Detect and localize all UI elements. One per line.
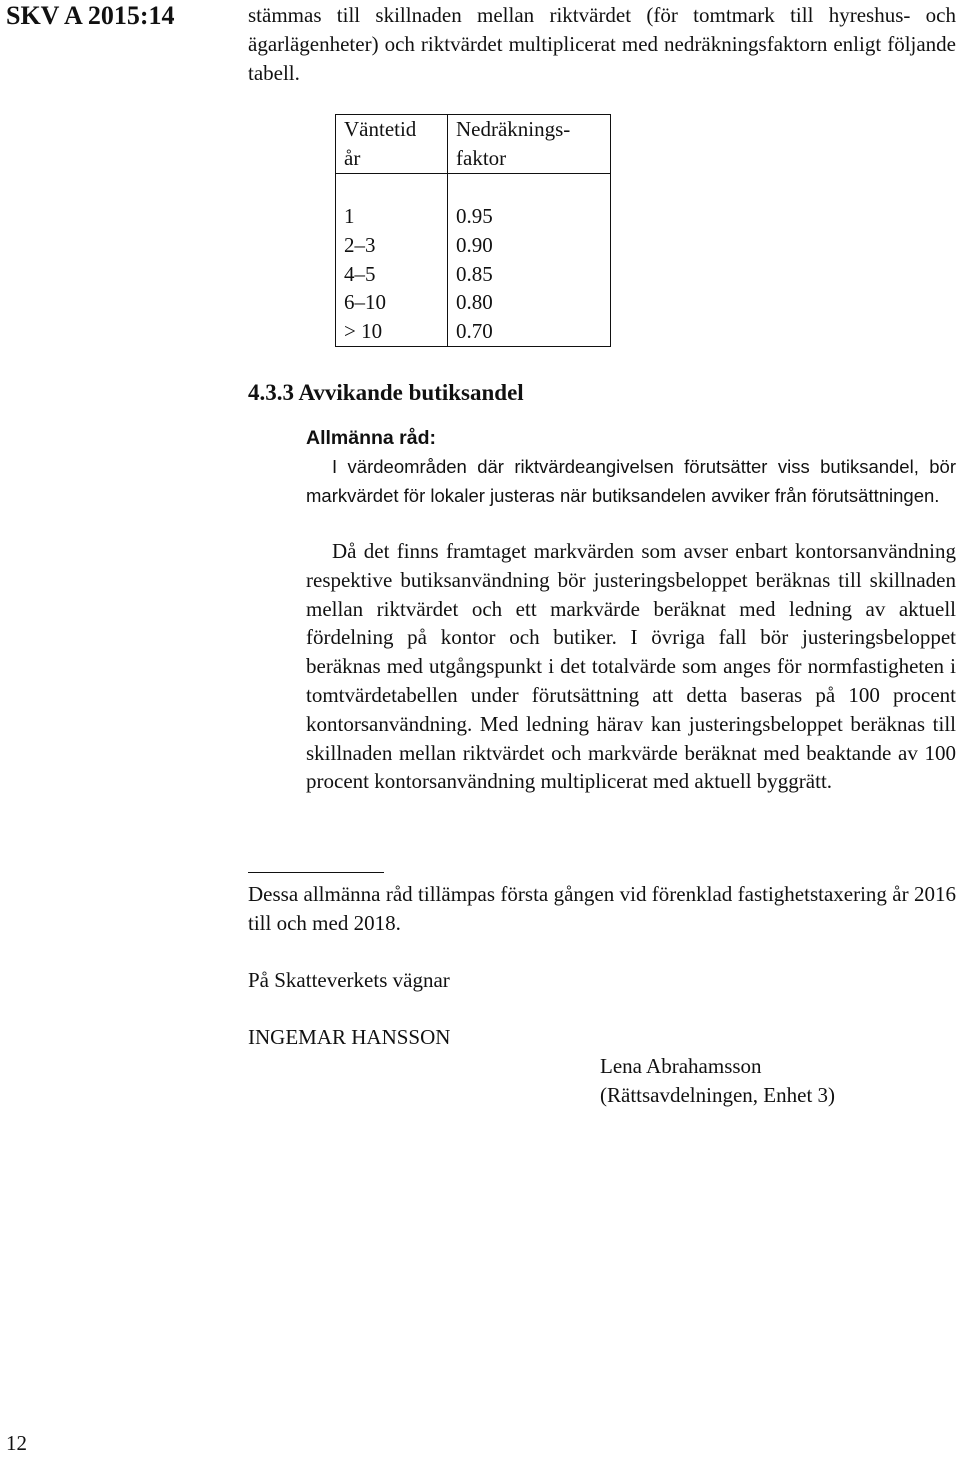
table-cell: > 10 — [344, 319, 383, 344]
table-header-row — [336, 115, 611, 174]
waiting-time-cell — [336, 174, 448, 347]
page-number: 12 — [6, 1431, 27, 1455]
table-body-row — [336, 174, 611, 347]
column-header-waiting-time — [336, 115, 448, 174]
section-body — [306, 537, 956, 796]
header-line: Nedräknings- — [456, 117, 571, 141]
advice-paragraph: I värdeområden där riktvärdeangivelsen förutsätter viss butiksandel, bör markvärdet för lokaler justeras när butiksandelen avviker från förutsättningen. — [306, 455, 956, 506]
column-header-factor — [448, 115, 611, 174]
signer-name: INGEMAR HANSSON — [248, 1025, 451, 1049]
table-cell: 6–10 — [344, 290, 386, 315]
header-line: år — [344, 145, 361, 170]
factor-cell — [448, 174, 611, 347]
cosigner-name: Lena Abrahamsson — [600, 1054, 762, 1078]
signature-line: På Skatteverkets vägnar — [248, 968, 450, 992]
document-id: SKV A 2015:14 — [6, 1, 175, 30]
cosigner-block — [600, 1052, 835, 1110]
body-paragraph: Då det finns framtaget markvärden som avser enbart kontorsanvändning respektive butiksanvändning bör justeringsbeloppet beräknas till skillnaden mellan riktvärdet och ett markvärde beräknat med ledning av aktuell fördelning på kontor och butiker. I övriga fall bör justeringsbeloppet beräknas med utgångspunkt i det totalvärde som anges för normfastigheten i tomtvärdetabellen under förutsättning att detta baseras på 100 procent kontorsanvändning. Med ledning härav kan justeringsbeloppet beräknas till skillnaden mellan riktvärdet och markvärde beräknat med beaktande av 100 procent kontorsanvändning multiplicerat med aktuell byggrätt. — [306, 539, 956, 794]
cosigner-unit: (Rättsavdelningen, Enhet 3) — [600, 1082, 836, 1107]
table-cell: 2–3 — [344, 232, 376, 257]
table-cell: 0.90 — [456, 232, 493, 257]
table-cell: 0.95 — [456, 204, 493, 228]
applicability-note: Dessa allmänna råd tillämpas första gången vid förenklad fastighetstaxering år 2016 till och med 2018. — [248, 882, 956, 935]
section-heading: 4.3.3 Avvikande butiksandel — [248, 380, 524, 405]
table-cell: 4–5 — [344, 261, 376, 286]
intro-paragraph: stämmas till skillnaden mellan riktvärdet (för tomtmark till hyreshus- och ägarlägenheter) och riktvärdet multiplicerat med nedräkningsfaktorn enligt följande tabell. — [248, 3, 956, 85]
table-cell: 0.85 — [456, 261, 493, 286]
header-line: faktor — [456, 145, 507, 170]
table-cell: 0.70 — [456, 319, 493, 344]
table-cell: 0.80 — [456, 290, 493, 315]
footnote-divider — [248, 872, 384, 873]
table-cell: 1 — [344, 204, 355, 228]
general-advice-block — [306, 424, 956, 510]
page-header — [0, 0, 228, 1457]
countdown-factor-table — [335, 114, 611, 347]
header-line: Väntetid — [344, 117, 417, 141]
advice-title: Allmänna råd: — [306, 427, 437, 449]
